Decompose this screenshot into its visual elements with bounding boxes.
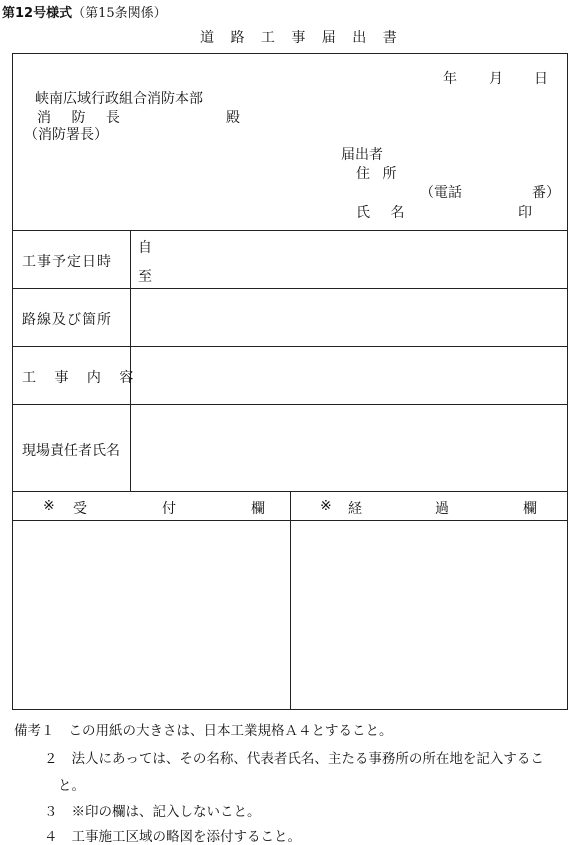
date-year: 年 bbox=[443, 71, 457, 87]
reception-h1: 受 bbox=[73, 501, 87, 517]
addressee-honorific: 殿 bbox=[226, 110, 240, 126]
submitter-label: 届出者 bbox=[341, 147, 383, 163]
supervisor-label: 現場責任者氏名 bbox=[22, 443, 120, 459]
divider bbox=[13, 404, 567, 405]
progress-mark: ※ bbox=[320, 498, 332, 514]
schedule-from: 自 bbox=[138, 240, 152, 256]
seal-mark: 印 bbox=[518, 205, 532, 221]
note-2-cont: と。 bbox=[58, 778, 85, 794]
date-day: 日 bbox=[534, 71, 548, 87]
reception-h3: 欄 bbox=[251, 501, 265, 517]
address-label: 住 所 bbox=[356, 166, 401, 182]
office-use-divider bbox=[290, 491, 291, 709]
note-4-num: ４ bbox=[44, 829, 58, 845]
document-title: 道 路 工 事 届 出 書 bbox=[200, 30, 403, 46]
reception-h2: 付 bbox=[162, 501, 176, 517]
note-4 bbox=[44, 825, 301, 845]
addressee-org: 峡南広域行政組合消防本部 bbox=[35, 91, 203, 107]
note-1 bbox=[14, 719, 393, 739]
divider bbox=[13, 288, 567, 289]
schedule-label: 工事予定日時 bbox=[22, 254, 112, 270]
form-number-note: （第15条関係） bbox=[72, 6, 167, 21]
label-column-divider bbox=[130, 230, 131, 491]
note-2-num: ２ bbox=[44, 751, 58, 767]
note-3-num: ３ bbox=[44, 804, 58, 820]
content-label: 工 事 内 容 bbox=[22, 370, 141, 386]
addressee-alt: （消防署長） bbox=[24, 127, 108, 143]
route-label: 路線及び箇所 bbox=[22, 312, 112, 328]
note-3 bbox=[44, 800, 261, 820]
phone-label: （電話 bbox=[420, 185, 462, 201]
phone-suffix: 番） bbox=[532, 185, 560, 201]
divider bbox=[13, 346, 567, 347]
date-month: 月 bbox=[489, 71, 503, 87]
reception-mark: ※ bbox=[43, 498, 55, 514]
note-1-prefix: 備考１ bbox=[14, 723, 55, 739]
form-frame bbox=[12, 53, 568, 710]
name-label: 氏 名 bbox=[356, 205, 413, 221]
progress-h2: 過 bbox=[435, 501, 449, 517]
form-number bbox=[2, 2, 167, 21]
form-number-bold: 第12号様式 bbox=[2, 6, 73, 21]
note-4-text: 工事施工区域の略図を添付すること。 bbox=[71, 829, 301, 845]
progress-h1: 経 bbox=[348, 501, 362, 517]
schedule-to: 至 bbox=[138, 269, 152, 285]
progress-h3: 欄 bbox=[523, 501, 537, 517]
divider bbox=[13, 230, 567, 231]
note-2 bbox=[44, 747, 544, 767]
addressee-title: 消 防 長 bbox=[37, 110, 128, 126]
note-2-text: 法人にあっては、その名称、代表者氏名、主たる事務所の所在地を記入するこ bbox=[71, 751, 544, 767]
note-1-text: この用紙の大きさは、日本工業規格Ａ４とすること。 bbox=[68, 723, 393, 739]
note-3-text: ※印の欄は、記入しないこと。 bbox=[71, 804, 261, 820]
